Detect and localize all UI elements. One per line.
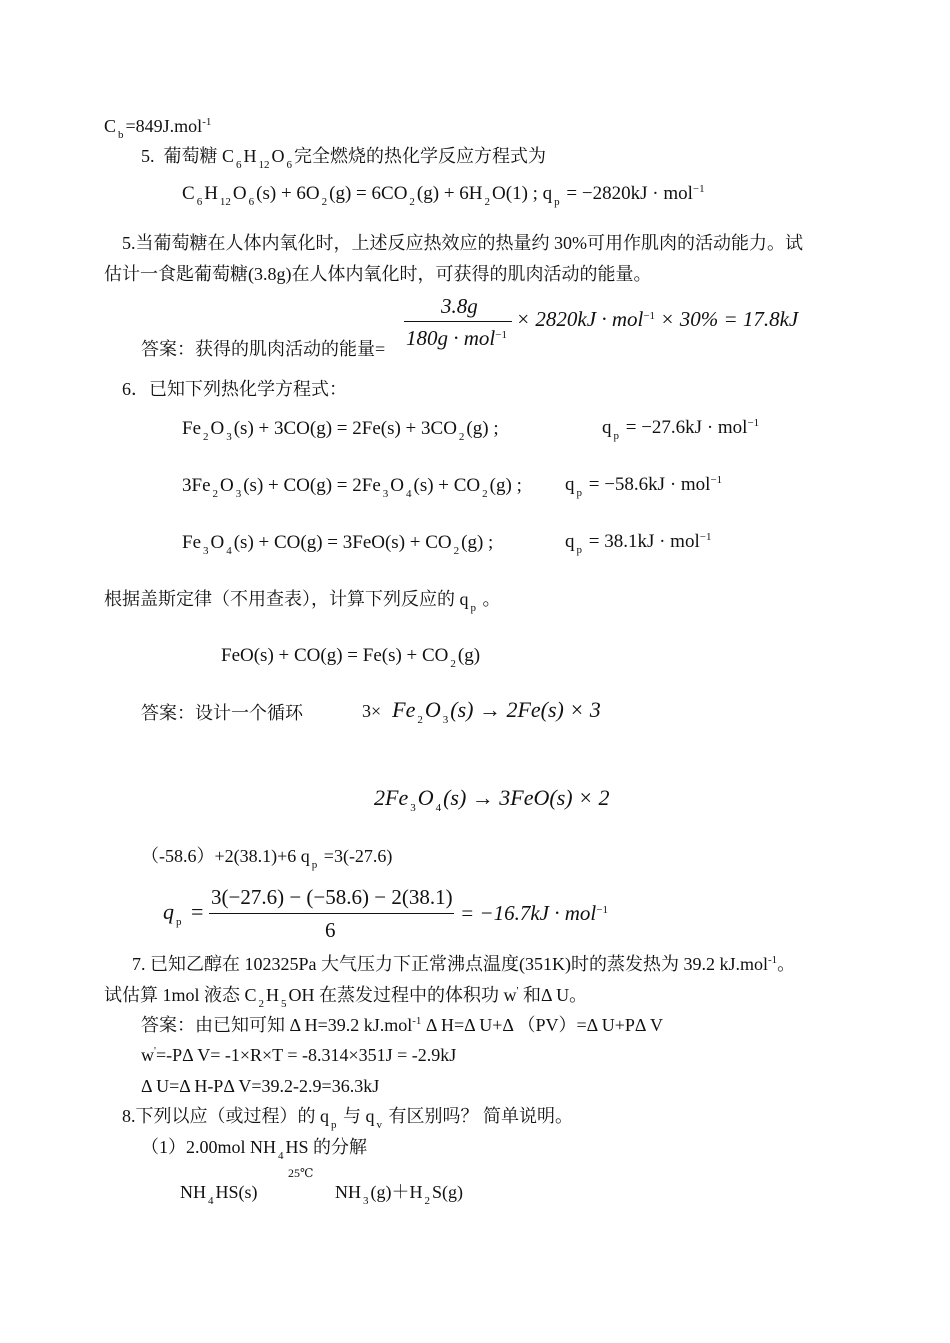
cycle-step-2: 2Fe $_3$O $_4$(s) → 3FeO(s) × 2 xyxy=(374,785,610,814)
question-7-line-2: 试估算 1mol 液态 C $_2$ H $_5$ OH 在蒸发过程中的体积功 w' 和Δ U。 xyxy=(104,985,588,1010)
energy-calculation: × 2820kJ · mol$^{-1}$ × 30% = 17.8kJ xyxy=(516,307,799,331)
question-7-answer-line-2: w'=-PΔ V= -1×R×T = -8.314×351J = -2.9kJ xyxy=(141,1045,457,1065)
reaction-2-equation: 3Fe $_2$ O $_3$ (s) + CO(g) = 2Fe $_3$ O $_4$ (s) + CO $_2$ (g) ; xyxy=(182,475,522,500)
question-5b-line-2: 估计一食匙葡萄糖(3.8g)在人体内氧化时，可获得的肌肉活动的能量。 xyxy=(104,264,652,284)
result-q-symbol: q $_p$ xyxy=(163,899,182,928)
target-reaction-equation: FeO(s) + CO(g) = Fe(s) + CO $_2$ (g) xyxy=(221,645,481,670)
question-6-title: 6．已知下列热化学方程式： xyxy=(122,379,347,399)
reaction-2-heat: q $_p$ = −58.6kJ · mol$^{-1}$ xyxy=(565,474,723,499)
reaction-condition-temperature: 25℃ xyxy=(288,1166,314,1180)
cb-value-line: C $_b$ =849J.mol$^{-1}$ xyxy=(104,116,212,141)
question-7-line-1: 7. 已知乙醇在 102325Pa 大气压力下正常沸点温度(351K)时的蒸发热为 39.2 kJ.mol$^{-1}$。 xyxy=(132,954,796,974)
hess-law-instruction: 根据盖斯定律（不用查表），计算下列反应的 q $_p$ 。 xyxy=(104,589,501,614)
result-equals: = xyxy=(191,899,204,924)
reaction-3-heat: q $_p$ = 38.1kJ · mol$^{-1}$ xyxy=(565,531,712,556)
fraction-denominator: 180g · mol$^{-1}$ xyxy=(406,326,507,350)
reaction-1-heat: q $_p$ = −27.6kJ · mol$^{-1}$ xyxy=(602,417,760,442)
decomposition-products: NH $_3$ (g)＋H $_2$ S(g) xyxy=(335,1182,463,1207)
result-denominator: 6 xyxy=(325,918,336,942)
question-5b-answer: 答案：获得的肌肉活动的能量= xyxy=(141,339,386,359)
question-8-item-1: （1）2.00mol NH $_4$ HS 的分解 xyxy=(141,1137,368,1162)
question-6-answer-label: 答案：设计一个循环 xyxy=(141,703,303,723)
fraction-bar xyxy=(404,321,512,322)
fraction-numerator: 3.8g xyxy=(441,294,478,318)
question-5-title: 5. 葡萄糖 C $_6$ H $_{12}$ O $_6$ 完全燃烧的热化学反应方程式为 xyxy=(141,146,547,171)
question-5b-line-1: 5.当葡萄糖在人体内氧化时，上述反应热效应的热量约 30%可用作肌肉的活动能力。试 xyxy=(122,233,803,253)
glucose-combustion-equation: C $_6$ H $_{12}$ O $_6$ (s) + 6O $_2$ (g) = 6CO $_2$ (g) + 6H $_2$ O(1) ; q $_p$ = −2820kJ · mol$^{-1}$ xyxy=(182,183,705,208)
cycle-step-1: 3× Fe $_2$O $_3$(s) → 2Fe(s) × 3 xyxy=(362,697,601,726)
result-fraction-bar xyxy=(209,913,454,914)
result-numerator: 3(−27.6) − (−58.6) − 2(38.1) xyxy=(211,885,453,909)
hess-sum-equation: （-58.6）+2(38.1)+6 q $_p$ =3(-27.6) xyxy=(141,846,393,871)
reaction-3-equation: Fe $_3$ O $_4$ (s) + CO(g) = 3FeO(s) + CO $_2$ (g) ; xyxy=(182,532,494,557)
question-8-title: 8.下列以应（或过程）的 q $_p$ 与 q $_v$ 有区别吗？ 简单说明。 xyxy=(122,1106,573,1131)
reaction-1-equation: Fe $_2$ O $_3$ (s) + 3CO(g) = 2Fe(s) + 3CO $_2$ (g) ; xyxy=(182,418,499,443)
decomposition-reactant: NH $_4$ HS(s) xyxy=(180,1182,258,1207)
question-7-answer-line-3: Δ U=Δ H-PΔ V=39.2-2.9=36.3kJ xyxy=(141,1076,380,1096)
question-7-answer-line-1: 答案：由已知可知 Δ H=39.2 kJ.mol$^{-1}$ Δ H=Δ U+Δ （PV）=Δ U+PΔ V xyxy=(141,1015,663,1035)
result-value: = −16.7kJ · mol$^{-1}$ xyxy=(460,901,608,925)
